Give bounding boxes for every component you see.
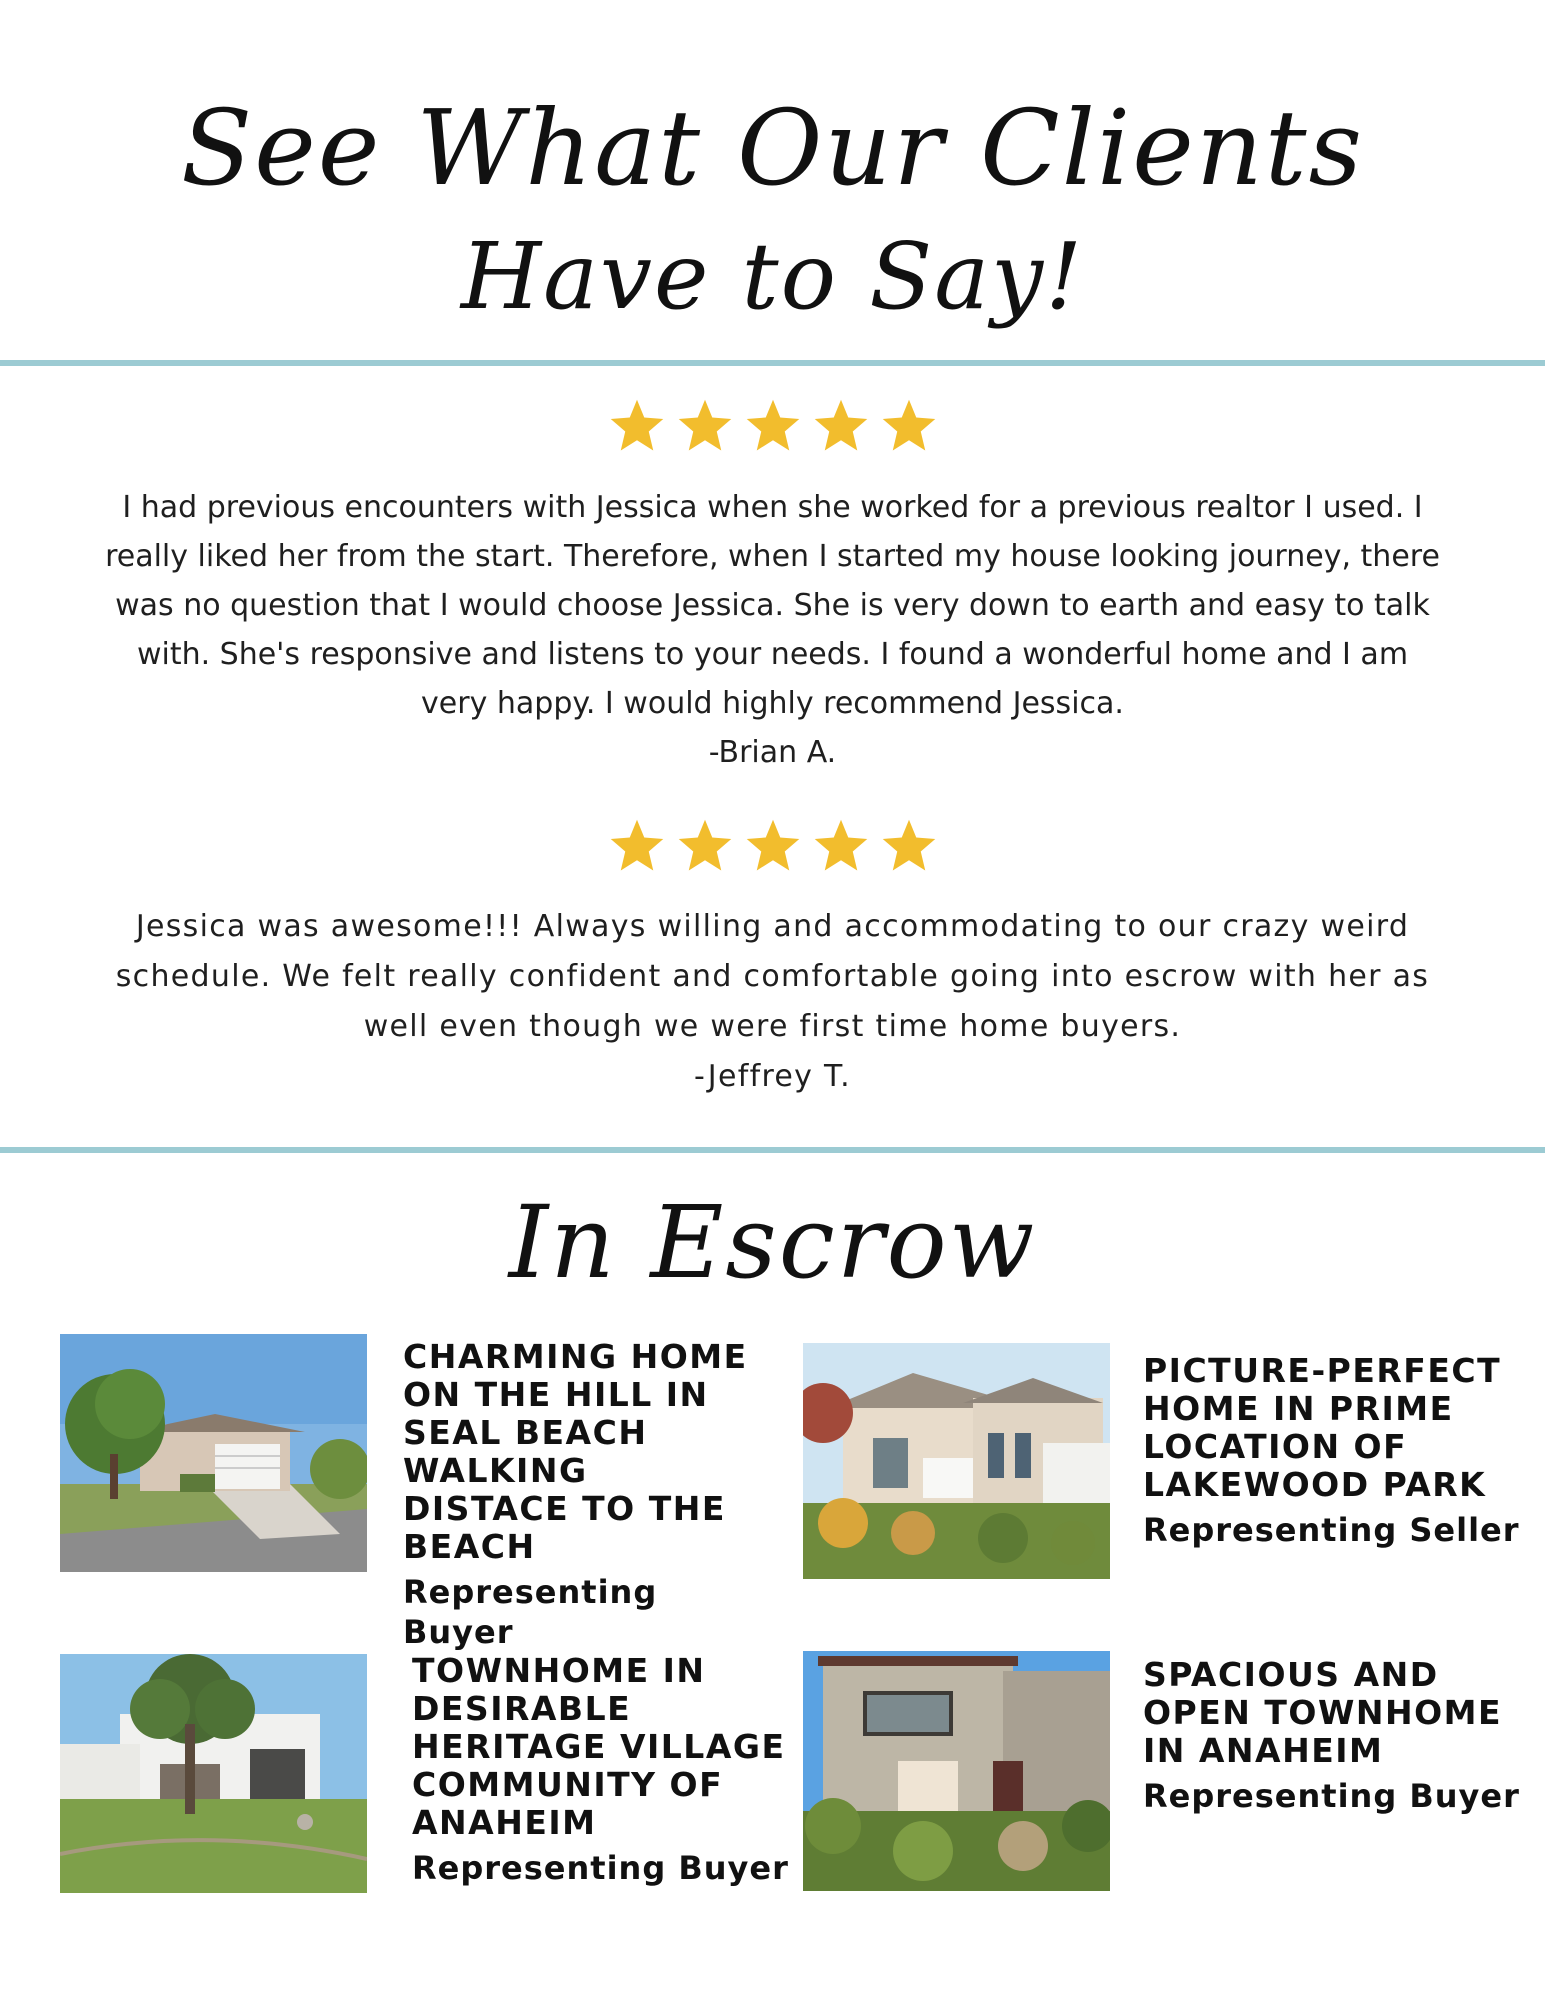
listing-photo-1[interactable]: [60, 1334, 367, 1572]
page-title-line-2: Have to Say!: [460, 223, 1085, 330]
review-1: [100, 483, 1445, 777]
star-icon: [674, 816, 736, 876]
star-rating-2: [0, 816, 1545, 876]
section-title-in-escrow: In Escrow: [508, 1184, 1037, 1301]
review-2: [100, 902, 1445, 1102]
star-icon: [878, 816, 940, 876]
divider-top: [0, 360, 1545, 366]
star-icon: [606, 396, 668, 456]
review-author: -Brian A.: [708, 735, 837, 770]
star-icon: [742, 396, 804, 456]
review-author: -Jeffrey T.: [694, 1059, 851, 1094]
star-icon: [878, 396, 940, 456]
review-text: Jessica was awesome!!! Always willing and accommodating to our crazy weird schedule. We felt really confident and comfortable going into escrow with her as well even though we were first time home buyers.: [115, 909, 1430, 1044]
listing-3: [412, 1652, 792, 1888]
listing-role: Representing Buyer: [403, 1573, 658, 1651]
listing-role: Representing Buyer: [412, 1849, 789, 1887]
review-text: I had previous encounters with Jessica when she worked for a previous realtor I used. I really liked her from the start. Therefore, when I started my house looking journey, there was no question that I would choose Jessica. She is very down to earth and easy to talk with. She's responsive and listens to your needs. I found a wonderful home and I am very happy. I would highly recommend Jessica.: [105, 490, 1440, 721]
listing-role: Representing Seller: [1143, 1511, 1520, 1549]
page-title-line-1: See What Our Clients: [181, 87, 1364, 209]
star-icon: [810, 816, 872, 876]
listing-photo-2[interactable]: [803, 1343, 1110, 1579]
star-rating-1: [0, 396, 1545, 456]
listing-title: PICTURE-PERFECT HOME IN PRIME LOCATION OF LAKEWOOD PARK: [1143, 1351, 1502, 1504]
divider-middle: [0, 1147, 1545, 1153]
listing-photo-3[interactable]: [60, 1654, 367, 1893]
listing-2: [1143, 1352, 1523, 1550]
listing-title: SPACIOUS AND OPEN TOWNHOME IN ANAHEIM: [1143, 1655, 1503, 1770]
star-icon: [674, 396, 736, 456]
listing-title: TOWNHOME IN DESIRABLE HERITAGE VILLAGE COMMUNITY OF ANAHEIM: [412, 1651, 786, 1842]
listing-title: CHARMING HOME ON THE HILL IN SEAL BEACH WALKING DISTACE TO THE BEACH: [403, 1337, 748, 1566]
star-icon: [810, 396, 872, 456]
listing-1: [403, 1338, 763, 1652]
listing-photo-4[interactable]: [803, 1651, 1110, 1891]
listing-role: Representing Buyer: [1143, 1777, 1520, 1815]
star-icon: [742, 816, 804, 876]
listing-4: [1143, 1656, 1523, 1816]
star-icon: [606, 816, 668, 876]
